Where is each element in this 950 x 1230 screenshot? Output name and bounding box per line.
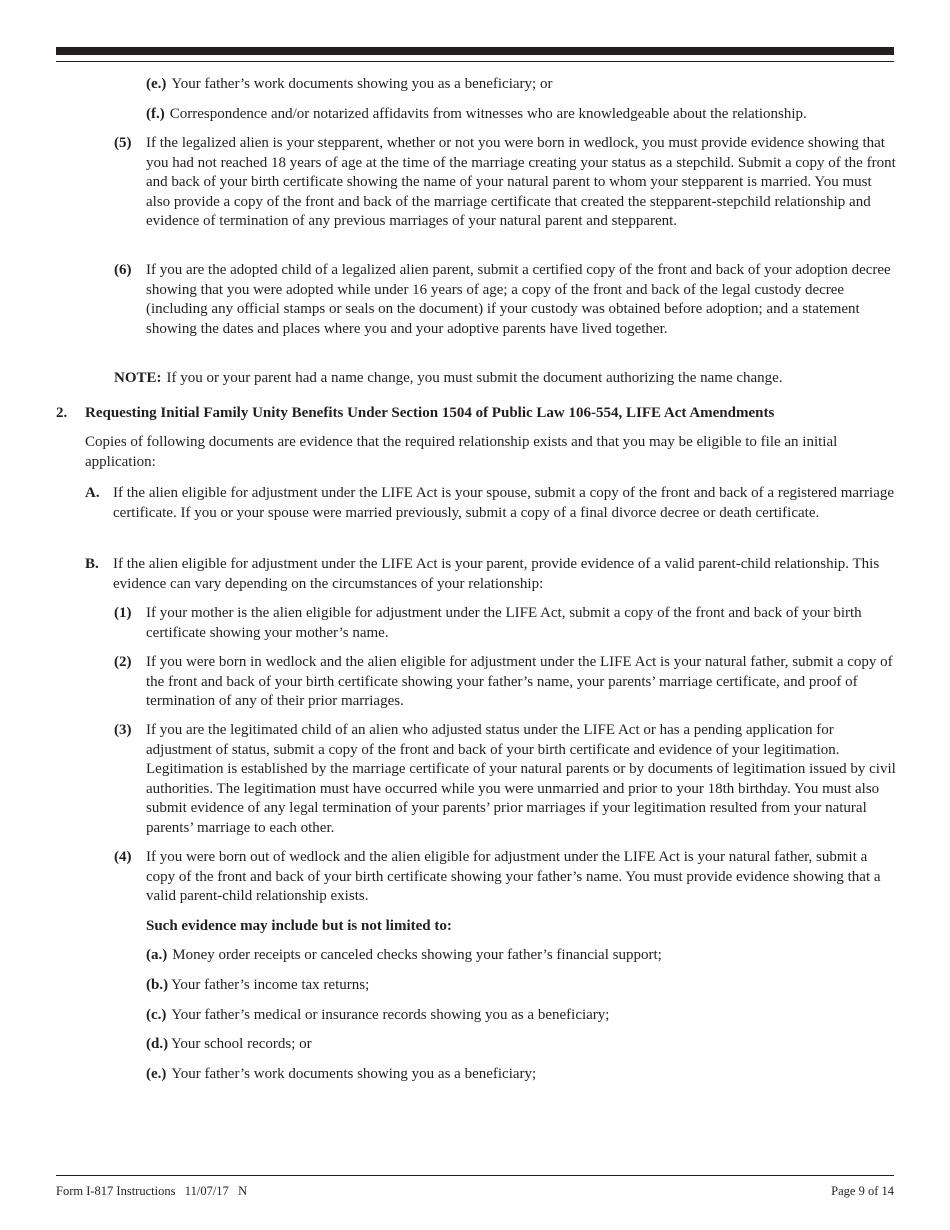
item-text: If you are the adopted child of a legalized alien parent, submit a certified copy of the front and back of your adoption decree showing that you were adopted while under 16 years of age; a copy of the front and back of the legal custody decree (including any official stamps or seals on the document) if your custody was obtained before adoption; and a statement showing the dates and places where you and your adoptive parents have lived together. <box>146 262 891 337</box>
list-item <box>114 848 896 907</box>
item-label: (e.) <box>146 76 167 92</box>
list-item <box>146 75 896 95</box>
note-label: NOTE: <box>114 370 162 386</box>
footer-form-id: Form I-817 Instructions 11/07/17 N <box>56 1184 248 1198</box>
item-text: Your school records; or <box>171 1036 312 1052</box>
list-item <box>146 976 896 996</box>
footer-rule <box>56 1175 894 1176</box>
item-label: (c.) <box>146 1007 167 1023</box>
header-thin-rule <box>56 61 894 62</box>
item-label: (f.) <box>146 106 165 122</box>
section-number: 2. <box>56 405 68 421</box>
list-item <box>114 604 896 643</box>
list-item <box>114 721 896 839</box>
item-label: (e.) <box>146 1066 167 1082</box>
list-item <box>146 1035 896 1055</box>
item-label: (a.) <box>146 947 168 963</box>
item-label: (3) <box>114 722 132 738</box>
list-item <box>146 1006 896 1026</box>
item-label: (2) <box>114 654 132 670</box>
item-label: (b.) <box>146 977 169 993</box>
item-text: Your father’s work documents showing you as a beneficiary; <box>171 1066 537 1082</box>
item-text: If the alien eligible for adjustment under the LIFE Act is your parent, provide evidence of a valid parent-child relationship. This evidence can vary depending on the circumstances of your relationship: <box>113 556 880 592</box>
item-text: If the alien eligible for adjustment under the LIFE Act is your spouse, submit a copy of the front and back of a registered marriage certificate. If you or your spouse were married previously, submit a copy of a final divorce decree or death certificate. <box>113 485 895 521</box>
item-label: A. <box>85 485 100 501</box>
item-text: Correspondence and/or notarized affidavits from witnesses who are knowledgeable about the relationship. <box>169 106 807 122</box>
list-item <box>114 134 896 232</box>
item-label: (6) <box>114 262 132 278</box>
item-text: If you are the legitimated child of an alien who adjusted status under the LIFE Act or has a pending application for adjustment of status, submit a copy of the front and back of your birth certificate and evidence of your legitimation. Legitimation is established by the marriage certificate of your natural parents or by documents of legitimation issued by civil authorities. The legitimation must have occurred while you were unmarried and prior to your 18th birthday. You must also submit evidence of any legal termination of your parents’ prior marriages if your legitimation resulted from your natural parents’ marriage to each other. <box>146 722 896 836</box>
item-text: Money order receipts or canceled checks showing your father’s financial support; <box>172 947 662 963</box>
list-item <box>85 555 896 594</box>
note <box>114 369 896 389</box>
note-text: If you or your parent had a name change, you must submit the document authorizing the name change. <box>166 370 783 386</box>
item-label: (4) <box>114 849 132 865</box>
list-item <box>146 105 896 125</box>
item-text: If your mother is the alien eligible for adjustment under the LIFE Act, submit a copy of the front and back of your birth certificate showing your mother’s name. <box>146 605 862 641</box>
item-text: Your father’s medical or insurance records showing you as a beneficiary; <box>171 1007 610 1023</box>
item-text: Your father’s income tax returns; <box>171 977 370 993</box>
evidence-subheading: Such evidence may include but is not limited to: <box>146 918 452 934</box>
item-label: B. <box>85 556 99 572</box>
section-heading <box>56 404 896 424</box>
item-text: If you were born in wedlock and the alien eligible for adjustment under the LIFE Act is your natural father, submit a copy of the front and back of your birth certificate showing your father’s name, your parents’ marriage certificate, and proof of termination of any of their prior marriages. <box>146 654 893 710</box>
list-item <box>146 1065 896 1085</box>
item-label: (1) <box>114 605 132 621</box>
section-title: Requesting Initial Family Unity Benefits Under Section 1504 of Public Law 106-554, LIFE Act Amendments <box>85 405 775 421</box>
item-text: If the legalized alien is your stepparent, whether or not you were born in wedlock, you must provide evidence showing that you had not reached 18 years of age at the time of the marriage creating your status as a stepchild. Submit a copy of the front and back of your birth certificate showing the name of your natural parent to whom your stepparent is married. You must also provide a copy of the front and back of the marriage certificate that created the stepparent-stepchild relationship and evidence of termination of any previous marriages of your natural parent and stepparent. <box>146 135 896 230</box>
header-thick-rule <box>56 47 894 55</box>
footer-page-number: Page 9 of 14 <box>831 1184 894 1198</box>
list-item <box>114 653 896 712</box>
list-item <box>146 946 896 966</box>
list-item <box>114 261 896 339</box>
item-label: (d.) <box>146 1036 169 1052</box>
item-label: (5) <box>114 135 132 151</box>
item-text: Your father’s work documents showing you as a beneficiary; or <box>171 76 553 92</box>
list-item <box>85 484 896 523</box>
section-intro: Copies of following documents are evidence that the required relationship exists and that you may be eligible to file an initial application: <box>85 434 838 470</box>
item-text: If you were born out of wedlock and the alien eligible for adjustment under the LIFE Act is your natural father, submit a copy of the front and back of your birth certificate showing your father’s name. You must provide evidence showing that a valid parent-child relationship exists. <box>146 849 881 905</box>
